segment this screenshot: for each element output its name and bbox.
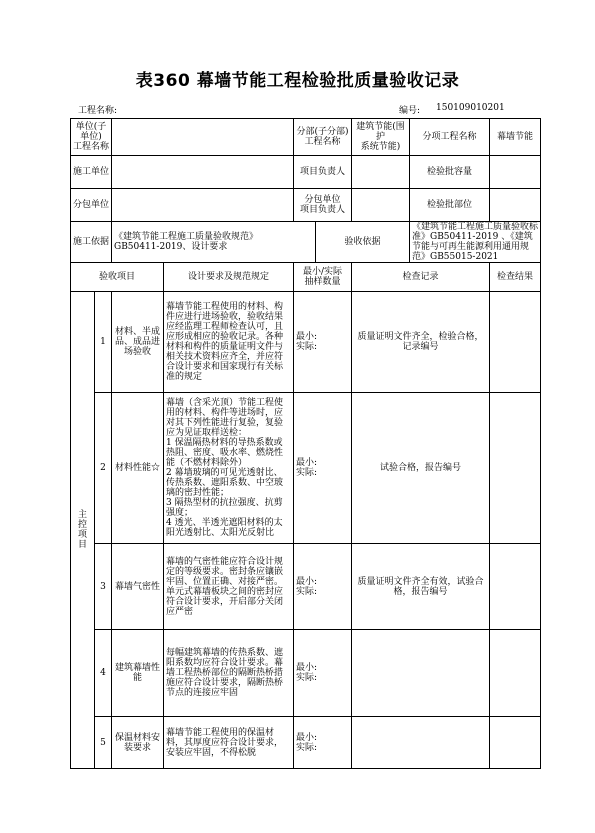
actual-label: 实际: [296, 342, 318, 352]
row-sample[interactable] [294, 544, 352, 630]
subpart-value: 建筑节能(围护 系统节能) [352, 119, 410, 156]
row-number: 3 [95, 544, 112, 630]
acceptance-basis-label: 验收依据 [316, 222, 410, 263]
acceptance-basis-value: 《建筑节能工程施工质量验收标准》GB50411-2019 、《建筑节能与可再生能源利用通用规范》GB55015-2021 [410, 222, 541, 263]
row-item-name: 建筑幕墙性能 [112, 630, 164, 717]
min-label: 最小: [296, 576, 318, 587]
row-requirement: 幕墙节能工程使用的材料、构件应进行进场验收，验收结果应经监理工程师检查认可，且应形成相应的验收记录。各种材料和构件的质量证明文件与相关技术资料应齐全，并应符合设计要求和国家现行有关标准的规定 [164, 292, 294, 393]
min-label: 最小: [296, 663, 318, 673]
main-category-label [71, 292, 95, 769]
row-result[interactable] [490, 393, 541, 544]
batch-capacity-label: 检验批容量 [410, 156, 490, 189]
code-value: 150109010201 [436, 103, 505, 113]
header-row-3 [71, 189, 541, 222]
table-row [71, 630, 541, 717]
col-result: 检查结果 [490, 263, 541, 292]
col-record: 检查记录 [352, 263, 490, 292]
header-row-2 [71, 156, 541, 189]
col-min-sample: 最小/实际 抽样数量 [294, 263, 352, 292]
page-title: 表360 幕墙节能工程检验批质量验收记录 [135, 71, 460, 91]
row-record: 试验合格，报告编号 [352, 393, 490, 544]
table-row [71, 717, 541, 769]
row-requirement: 幕墙（含采光顶）节能工程使用的材料、构件等进场时，应对其下列性能进行复验，复验应为见证取样送检： 1 保温隔热材料的导热系数或热阻、密度、吸水率、燃烧性能（不燃材料除外） 2 幕墙玻璃的可见光透射比、传热系数、遮阳系数、中空玻璃的密封性能； 3 隔热型材的抗拉强度、抗剪强度； 4 透光、半透光遮阳材料的太阳光透射比、太阳光反射比 [164, 393, 294, 544]
subcontract-unit-label: 分包单位 [71, 189, 112, 222]
min-label: 最小: [296, 332, 318, 342]
column-header-row [71, 263, 541, 292]
row-sample[interactable] [294, 630, 352, 717]
project-lead-label: 项目负责人 [294, 156, 352, 189]
row-sample[interactable] [294, 292, 352, 393]
batch-part-label: 检验批部位 [410, 189, 490, 222]
row-requirement: 幕墙的气密性能应符合设计规定的等级要求。密封条应镶嵌牢固、位置正确、对接严密。单元式幕墙板块之间的密封应符合设计要求，开启部分关闭应严密 [164, 544, 294, 630]
row-requirement: 幕墙节能工程使用的保温材料，其厚度应符合设计要求，安装应牢固，不得松脱 [164, 717, 294, 769]
row-item-name: 保温材料安装要求 [112, 717, 164, 769]
row-result[interactable] [490, 544, 541, 630]
min-label: 最小: [296, 458, 318, 468]
unit-name-label: 单位(子单位) 工程名称 [71, 119, 112, 156]
row-sample[interactable] [294, 393, 352, 544]
row-record: 质量证明文件齐全有效，试验合格，报告编号 [352, 544, 490, 630]
basis-label: 施工依据 [71, 222, 112, 263]
row-number: 2 [95, 393, 112, 544]
row-sample[interactable] [294, 717, 352, 769]
record-table [70, 118, 541, 769]
actual-label: 实际: [296, 742, 318, 753]
table-row [71, 292, 541, 393]
item-name-value: 幕墙节能 [490, 119, 541, 156]
subcontract-lead-label: 分包单位 项目负责人 [294, 189, 352, 222]
item-name-label: 分项工程名称 [410, 119, 490, 156]
row-number: 4 [95, 630, 112, 717]
row-record [352, 630, 490, 717]
row-result[interactable] [490, 630, 541, 717]
header-row-1 [71, 119, 541, 156]
batch-part-value[interactable] [490, 189, 541, 222]
row-number: 1 [95, 292, 112, 393]
subcontract-lead-value[interactable] [352, 189, 410, 222]
row-item-name: 材料性能☆ [112, 393, 164, 544]
row-item-name: 材料、半成品、成品进场验收 [112, 292, 164, 393]
row-record [352, 717, 490, 769]
table-row [71, 544, 541, 630]
row-requirement: 每幅建筑幕墙的传热系数、遮阳系数均应符合设计要求。幕墙工程热桥部位的隔断热桥措施应符合设计要求，隔断热桥节点的连接应牢固 [164, 630, 294, 717]
unit-name-value[interactable] [112, 119, 294, 156]
code-label: 编号: [399, 106, 421, 116]
min-label: 最小: [296, 732, 318, 743]
row-number: 5 [95, 717, 112, 769]
actual-label: 实际: [296, 468, 318, 478]
row-record: 质量证明文件齐全，检验合格，记录编号 [352, 292, 490, 393]
actual-label: 实际: [296, 673, 318, 683]
basis-value: 《建筑节能工程施工质量验收规范》 GB50411-2019、设计要求 [112, 222, 316, 263]
subpart-label: 分部(子分部) 工程名称 [294, 119, 352, 156]
table-row [71, 393, 541, 544]
project-name-label: 工程名称: [78, 106, 118, 116]
row-result[interactable] [490, 717, 541, 769]
construction-unit-value[interactable] [112, 156, 294, 189]
main-category-text: 主 控 项 目 [77, 510, 87, 550]
subcontract-unit-value[interactable] [112, 189, 294, 222]
actual-label: 实际: [296, 586, 318, 597]
basis-row [71, 222, 541, 263]
row-result[interactable] [490, 292, 541, 393]
construction-unit-label: 施工单位 [71, 156, 112, 189]
col-design: 设计要求及规范规定 [164, 263, 294, 292]
project-lead-value[interactable] [352, 156, 410, 189]
col-items: 验收项目 [71, 263, 164, 292]
batch-capacity-value[interactable] [490, 156, 541, 189]
row-item-name: 幕墙气密性 [112, 544, 164, 630]
